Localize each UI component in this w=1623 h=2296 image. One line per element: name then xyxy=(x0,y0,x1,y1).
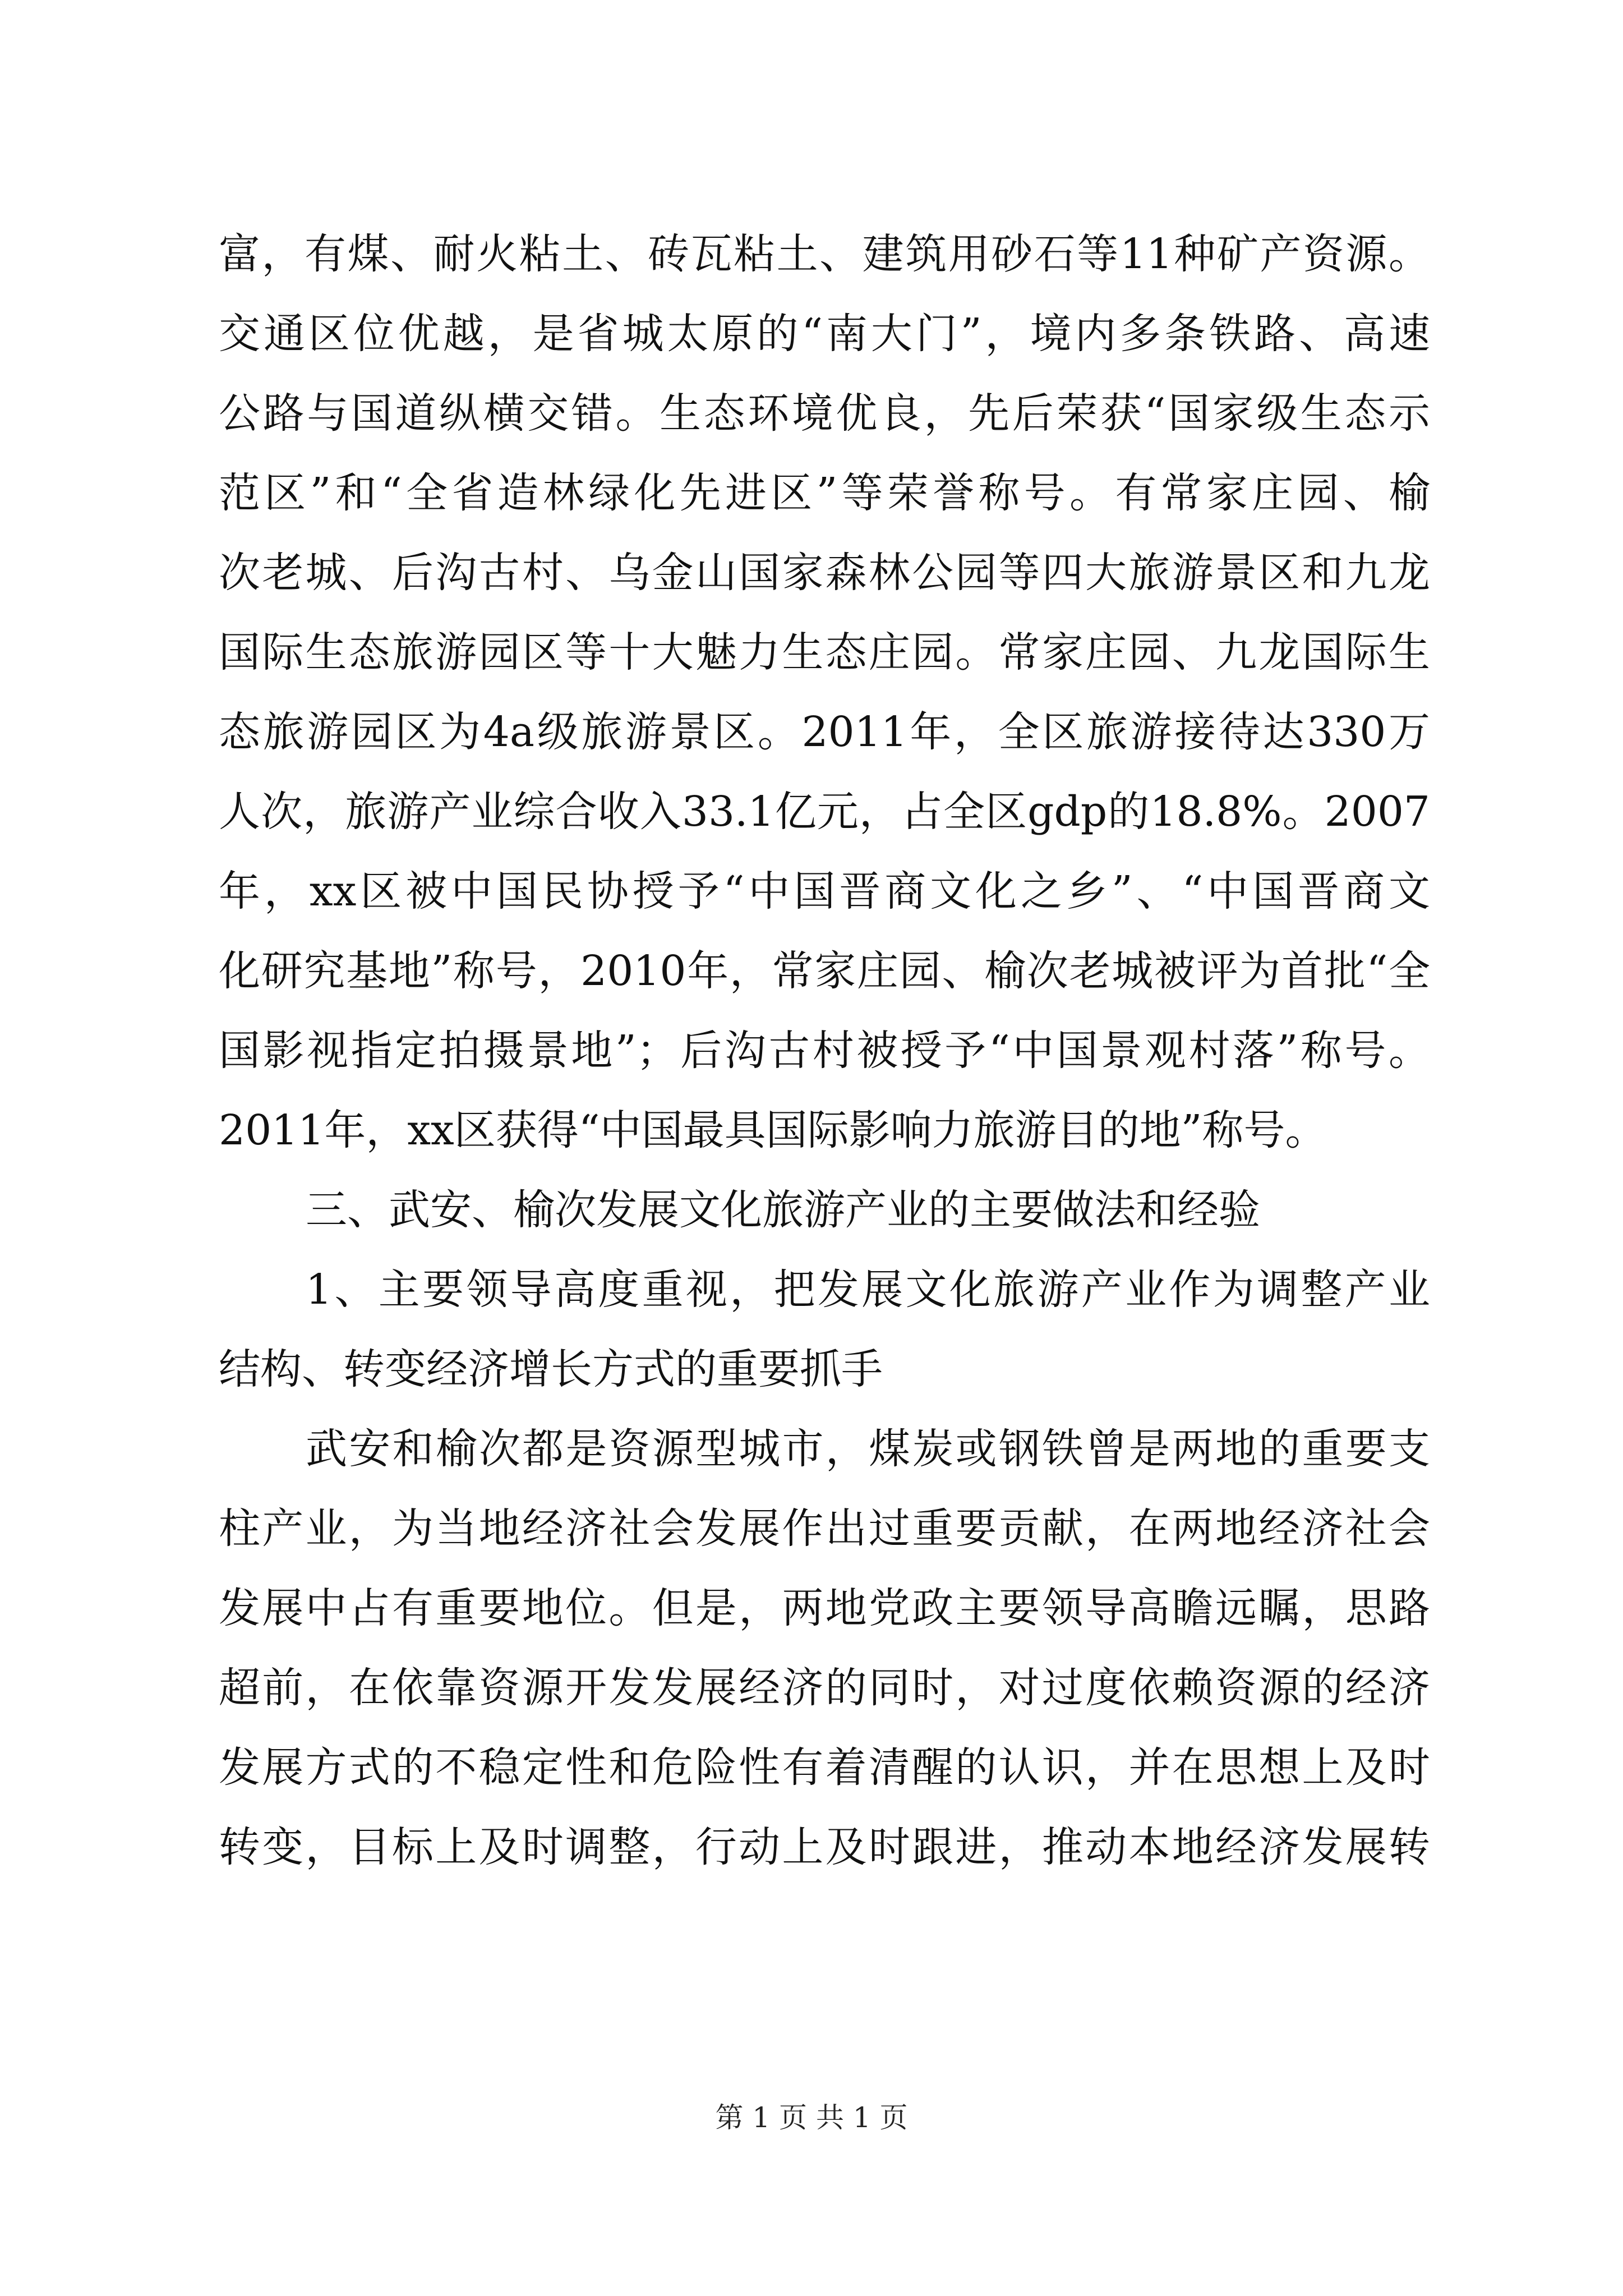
text-line-8: 人次，旅游产业综合收入33.1亿元，占全区gdp的18.8%。2007 xyxy=(219,788,1430,836)
text-line-20: 发展方式的不稳定性和危险性有着清醒的认识，并在思想上及时 xyxy=(219,1743,1430,1792)
text-line-9: 年，xx区被中国民协授予“中国晋商文化之乡”、“中国晋商文 xyxy=(219,867,1430,915)
text-line-2: 交通区位优越，是省城太原的“南大门”，境内多条铁路、高速 xyxy=(219,310,1430,358)
page-footer: 第 1 页 共 1 页 xyxy=(715,2101,908,2134)
text-line-11: 国影视指定拍摄景地”；后沟古村被授予“中国景观村落”称号。 xyxy=(219,1027,1430,1075)
text-line-1: 富，有煤、耐火粘土、砖瓦粘土、建筑用砂石等11种矿产资源。 xyxy=(219,230,1430,278)
text-line-4: 范区”和“全省造林绿化先进区”等荣誉称号。有常家庄园、榆 xyxy=(219,469,1430,517)
text-line-7: 态旅游园区为4a级旅游景区。2011年，全区旅游接待达330万 xyxy=(219,708,1430,756)
section-heading: 三、武安、榆次发展文化旅游产业的主要做法和经验 xyxy=(306,1186,1260,1234)
text-line-18: 发展中占有重要地位。但是，两地党政主要领导高瞻远瞩，思路 xyxy=(219,1584,1430,1632)
text-line-12: 2011年，xx区获得“中国最具国际影响力旅游目的地”称号。 xyxy=(219,1106,1327,1154)
text-line-3: 公路与国道纵横交错。生态环境优良，先后荣获“国家级生态示 xyxy=(219,389,1430,438)
subheading-line-1: 1、主要领导高度重视，把发展文化旅游产业作为调整产业 xyxy=(306,1266,1430,1314)
text-line-5: 次老城、后沟古村、乌金山国家森林公园等四大旅游景区和九龙 xyxy=(219,549,1430,597)
text-line-17: 柱产业，为当地经济社会发展作出过重要贡献，在两地经济社会 xyxy=(219,1504,1430,1553)
text-line-21: 转变，目标上及时调整，行动上及时跟进，推动本地经济发展转 xyxy=(219,1823,1430,1871)
text-line-10: 化研究基地”称号，2010年，常家庄园、榆次老城被评为首批“全 xyxy=(219,947,1430,995)
text-line-16: 武安和榆次都是资源型城市，煤炭或钢铁曾是两地的重要支 xyxy=(306,1425,1430,1473)
subheading-line-2: 结构、转变经济增长方式的重要抓手 xyxy=(219,1345,883,1393)
text-line-6: 国际生态旅游园区等十大魅力生态庄园。常家庄园、九龙国际生 xyxy=(219,628,1430,677)
text-line-19: 超前，在依靠资源开发发展经济的同时，对过度依赖资源的经济 xyxy=(219,1664,1430,1712)
